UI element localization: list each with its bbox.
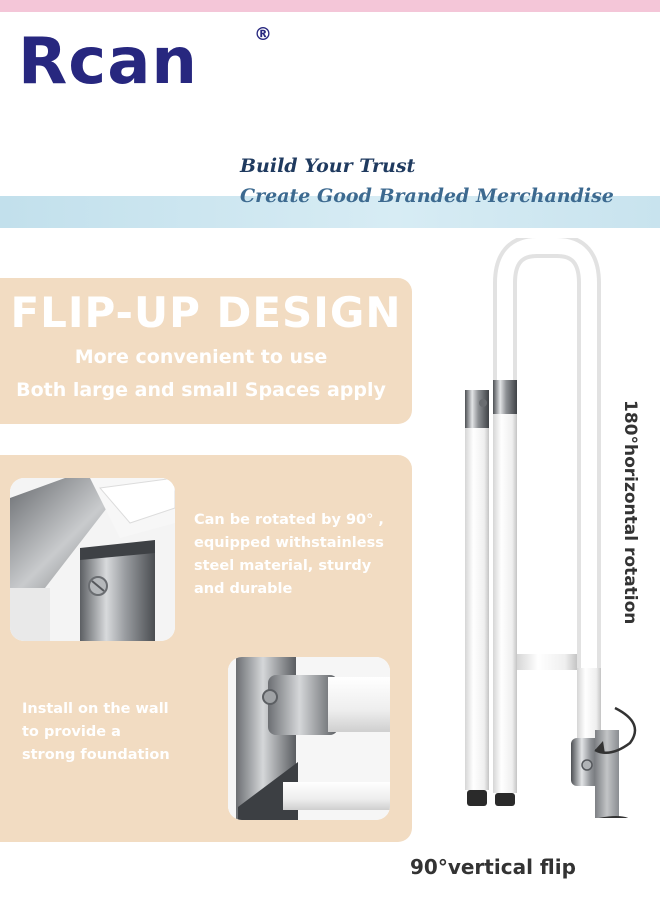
install-detail-text bbox=[22, 698, 170, 767]
install-line: Install on the wall bbox=[22, 701, 169, 717]
feature-subtitle-1: More convenient to use bbox=[74, 346, 328, 368]
vertical-flip-label: 90°vertical flip bbox=[410, 855, 576, 879]
wall-mount-closeup-photo bbox=[228, 657, 390, 820]
grab-bar-product-image bbox=[445, 238, 645, 818]
rotation-line: equipped withstainless bbox=[194, 535, 384, 551]
rotation-line: steel material, sturdy bbox=[194, 558, 372, 574]
rotation-line: Can be rotated by 90° , bbox=[194, 512, 384, 528]
slogan-line-1: Build Your Trust bbox=[240, 155, 416, 177]
rotation-line: and durable bbox=[194, 581, 293, 597]
registered-mark: ® bbox=[254, 24, 272, 45]
slogan-line-2: Create Good Branded Merchandise bbox=[240, 185, 614, 207]
horizontal-rotation-label bbox=[618, 400, 638, 650]
hinge-closeup-photo bbox=[10, 478, 175, 641]
feature-title: FLIP-UP DESIGN bbox=[10, 288, 402, 337]
top-stripe bbox=[0, 0, 660, 12]
brand-name: Rcan bbox=[18, 25, 198, 99]
feature-subtitle-2: Both large and small Spaces apply bbox=[16, 379, 386, 401]
install-line: to provide a bbox=[22, 724, 121, 740]
horizontal-rotation-text: 180°horizontal rotation bbox=[620, 400, 640, 625]
flip-arrow-icon bbox=[545, 817, 636, 818]
install-line: strong foundation bbox=[22, 747, 170, 763]
brand-logo bbox=[18, 22, 272, 102]
rotation-detail-text bbox=[194, 509, 384, 601]
